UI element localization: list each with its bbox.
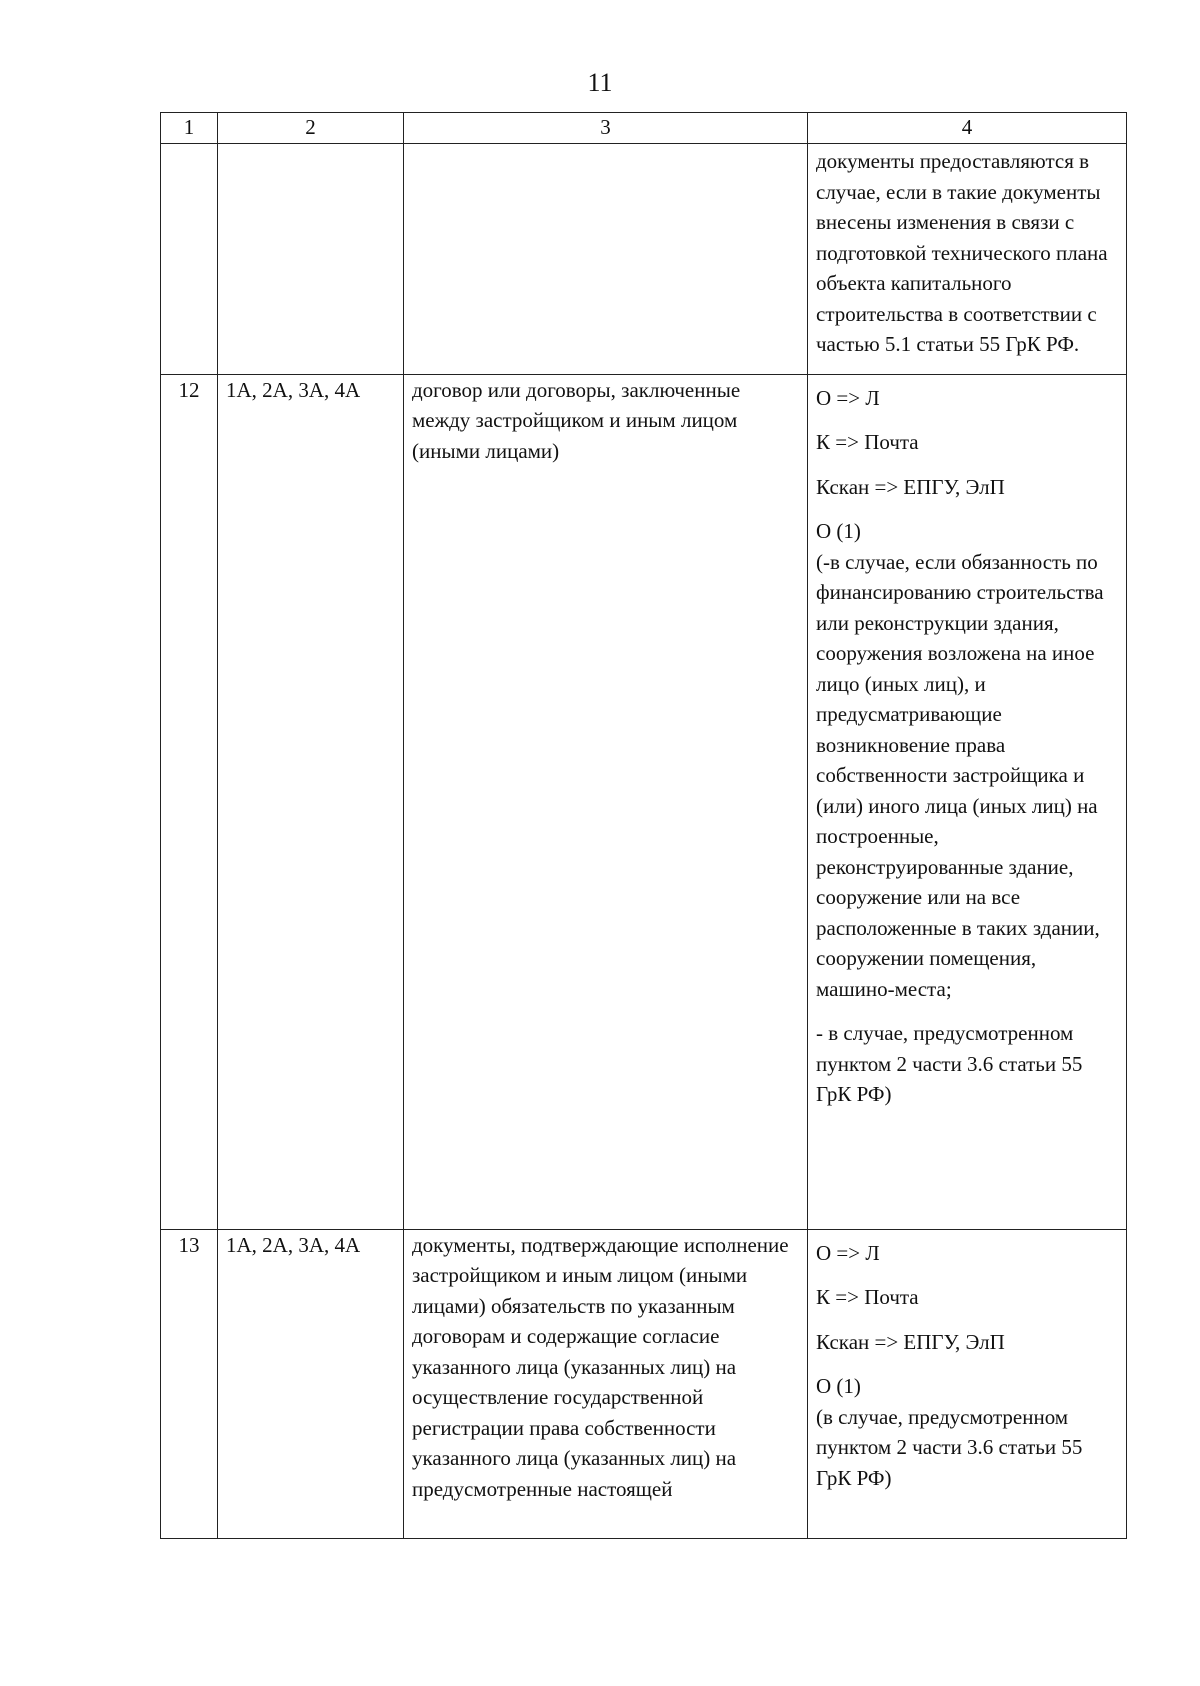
table-row-continuation: [161, 144, 1127, 375]
row-codes: 1А, 2А, 3А, 4А: [218, 1229, 404, 1538]
row-description: документы, подтверждающие исполнение застройщиком и иным лицом (иными лицами) обязательств по указанным договорам и содержащие согласие указанного лица (указанных лиц) на осуществление государственной регистрации права собственности указанного лица (указанных лиц) на предусмотренные настоящей: [404, 1229, 808, 1538]
row-number: 12: [161, 374, 218, 1229]
req-scan: Кскан => ЕПГУ, ЭлП: [816, 1329, 1005, 1354]
req-original-count: О (1): [816, 1374, 861, 1398]
row-description: договор или договоры, заключенные между застройщиком и иным лицом (иными лицами): [404, 374, 808, 1229]
row-codes: 1А, 2А, 3А, 4А: [218, 374, 404, 1229]
column-header-3: 3: [404, 113, 808, 144]
cell-requirements-continuation: документы предоставляются в случае, если в такие документы внесены изменения в связи с подготовкой технического плана объекта капитального строительства в соответствии с частью 5.1 статьи 55 ГрК РФ.: [808, 144, 1127, 375]
cell-num-empty: [161, 144, 218, 375]
req-note: (в случае, предусмотренном пунктом 2 части 3.6 статьи 55 ГрК РФ): [816, 1404, 1083, 1490]
row-requirements: [808, 374, 1127, 1229]
req-original: О => Л: [816, 385, 880, 410]
req-note: (-в случае, если обязанность по финансированию строительства или реконструкции здания, сооружения возложена на иное лицо (иных лиц), и предусматривающие возникновение права собственности застройщика и (или) иного лица (иных лиц) на построенные, реконструированные здание, сооружение или на все расположенные в таких здании, сооружении помещения, машино-места;: [816, 549, 1104, 1001]
req-copy-mail: К => Почта: [816, 430, 919, 454]
row-requirements: [808, 1229, 1127, 1538]
page-number: 11: [587, 68, 613, 97]
table-row-13: [161, 1229, 1127, 1538]
column-header-2: 2: [218, 113, 404, 144]
column-header-1: 1: [161, 113, 218, 144]
row-number: 13: [161, 1229, 218, 1538]
req-scan: Кскан => ЕПГУ, ЭлП: [816, 474, 1005, 499]
req-note-extra: - в случае, предусмотренном пунктом 2 части 3.6 статьи 55 ГрК РФ): [816, 1021, 1083, 1106]
table-row-12: [161, 374, 1127, 1229]
cell-desc-empty: [404, 144, 808, 375]
column-header-4: 4: [808, 113, 1127, 144]
req-original: О => Л: [816, 1240, 880, 1265]
req-original-count: О (1): [816, 519, 861, 543]
req-copy-mail: К => Почта: [816, 1285, 919, 1309]
cell-codes-empty: [218, 144, 404, 375]
requirements-table: [160, 112, 1127, 1539]
table-header-row: [161, 113, 1127, 144]
